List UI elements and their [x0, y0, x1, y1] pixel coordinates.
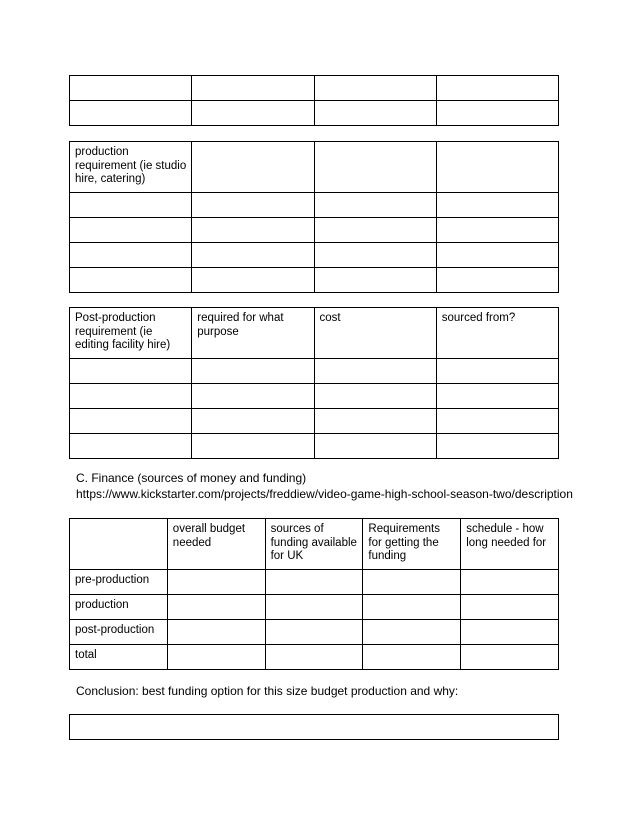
- table-cell[interactable]: [192, 409, 314, 434]
- table-cell[interactable]: [436, 359, 558, 384]
- table-row: [70, 384, 559, 409]
- row-label-total: total: [70, 645, 168, 670]
- table-cell[interactable]: [314, 384, 436, 409]
- conclusion-prompt: Conclusion: best funding option for this size budget production and why:: [76, 684, 459, 698]
- table-row: [70, 268, 559, 293]
- table-cell[interactable]: [70, 243, 192, 268]
- table-row: [70, 193, 559, 218]
- table-cell[interactable]: [265, 595, 363, 620]
- table-cell[interactable]: [192, 243, 314, 268]
- table-cell[interactable]: [314, 218, 436, 243]
- table-cell[interactable]: [461, 595, 559, 620]
- table-cell[interactable]: [167, 595, 265, 620]
- table-cell[interactable]: [461, 620, 559, 645]
- table-row: [70, 645, 559, 670]
- postproduction-table: [69, 307, 559, 459]
- table-cell[interactable]: [314, 142, 436, 193]
- table-row: [70, 101, 559, 126]
- table-cell[interactable]: [436, 76, 558, 101]
- table-cell[interactable]: [265, 645, 363, 670]
- table-cell[interactable]: [167, 570, 265, 595]
- table-row: [70, 620, 559, 645]
- table-row: [70, 359, 559, 384]
- table-cell[interactable]: [314, 359, 436, 384]
- row-label-production: production: [70, 595, 168, 620]
- table-cell[interactable]: [436, 101, 558, 126]
- table-cell[interactable]: [314, 101, 436, 126]
- table-cell[interactable]: [363, 620, 461, 645]
- table-row: [70, 218, 559, 243]
- table-cell[interactable]: [192, 434, 314, 459]
- table-cell[interactable]: [70, 268, 192, 293]
- schedule-header: schedule - how long needed for: [461, 519, 559, 570]
- sourced-from-header: sourced from?: [436, 308, 558, 359]
- table-row: [70, 715, 559, 740]
- table-header-row: [70, 519, 559, 570]
- table-cell[interactable]: [436, 434, 558, 459]
- table-header-row: [70, 308, 559, 359]
- table-row: [70, 409, 559, 434]
- production-requirement-header: production requirement (ie studio hire, catering): [70, 142, 192, 193]
- conclusion-answer-cell[interactable]: [70, 715, 559, 740]
- postproduction-requirement-header: Post-production requirement (ie editing facility hire): [70, 308, 192, 359]
- table-header-row: [70, 142, 559, 193]
- table-cell[interactable]: [461, 570, 559, 595]
- table-cell[interactable]: [314, 243, 436, 268]
- table-cell[interactable]: [265, 620, 363, 645]
- table-cell[interactable]: [436, 384, 558, 409]
- table-cell[interactable]: [363, 645, 461, 670]
- table-row: [70, 434, 559, 459]
- table-cell[interactable]: [436, 409, 558, 434]
- table-cell[interactable]: [70, 193, 192, 218]
- finance-heading: C. Finance (sources of money and funding): [76, 471, 307, 485]
- table-cell[interactable]: [436, 243, 558, 268]
- table-cell[interactable]: [192, 142, 314, 193]
- table-cell[interactable]: [192, 101, 314, 126]
- table-cell[interactable]: [436, 218, 558, 243]
- table-cell[interactable]: [265, 570, 363, 595]
- overall-budget-header: overall budget needed: [167, 519, 265, 570]
- table-cell[interactable]: [192, 359, 314, 384]
- table-cell[interactable]: [70, 359, 192, 384]
- table-cell[interactable]: [363, 595, 461, 620]
- table-cell[interactable]: [192, 218, 314, 243]
- table-cell[interactable]: [314, 268, 436, 293]
- table-cell[interactable]: [167, 645, 265, 670]
- table-cell[interactable]: [192, 268, 314, 293]
- table-cell[interactable]: [363, 570, 461, 595]
- table-cell[interactable]: [436, 193, 558, 218]
- table-row: [70, 76, 559, 101]
- table-cell[interactable]: [461, 645, 559, 670]
- table-cell[interactable]: [192, 384, 314, 409]
- row-label-preproduction: pre-production: [70, 570, 168, 595]
- table-cell[interactable]: [70, 409, 192, 434]
- table-cell[interactable]: [314, 409, 436, 434]
- table-cell[interactable]: [436, 268, 558, 293]
- table-cell[interactable]: [436, 142, 558, 193]
- table-row: [70, 570, 559, 595]
- production-table: [69, 141, 559, 293]
- table-cell[interactable]: [192, 76, 314, 101]
- table-cell[interactable]: [314, 76, 436, 101]
- funding-sources-header: sources of funding available for UK: [265, 519, 363, 570]
- conclusion-answer-table: [69, 714, 559, 740]
- table-cell[interactable]: [167, 620, 265, 645]
- table-cell[interactable]: [70, 218, 192, 243]
- corner-cell: [70, 519, 168, 570]
- table-cell[interactable]: [70, 384, 192, 409]
- table-cell[interactable]: [70, 101, 192, 126]
- top-table: [69, 75, 559, 126]
- purpose-header: required for what purpose: [192, 308, 314, 359]
- table-row: [70, 243, 559, 268]
- table-row: [70, 595, 559, 620]
- budget-table: [69, 518, 559, 670]
- table-cell[interactable]: [314, 434, 436, 459]
- cost-header: cost: [314, 308, 436, 359]
- table-cell[interactable]: [314, 193, 436, 218]
- requirements-header: Requirements for getting the funding: [363, 519, 461, 570]
- finance-url-link[interactable]: https://www.kickstarter.com/projects/freddiew/video-game-high-school-season-two/description: [76, 487, 573, 501]
- table-cell[interactable]: [192, 193, 314, 218]
- row-label-postproduction: post-production: [70, 620, 168, 645]
- table-cell[interactable]: [70, 434, 192, 459]
- table-cell[interactable]: [70, 76, 192, 101]
